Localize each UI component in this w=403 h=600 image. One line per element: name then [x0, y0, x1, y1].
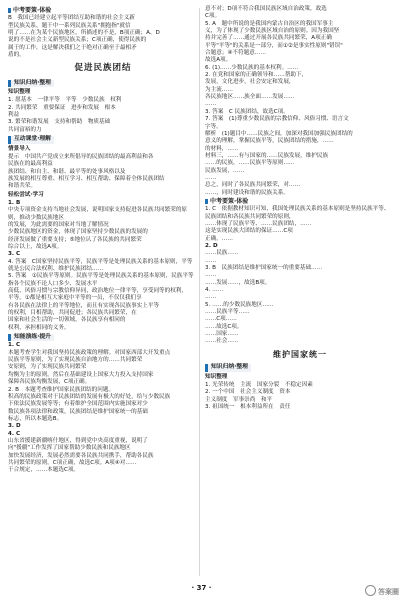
text-line: 下依法民族发展等等；有着维护全国范围内实施国家对少 [8, 401, 148, 408]
text-line: 意不对；D项不符合我国民族区域自治政策，故选 [205, 6, 327, 12]
text-line: 本题考查学生对我国坚持民族政策的理解。对国家西部大开发重点 [8, 349, 171, 356]
text-line: 说的不是社会主义新型民族关系；C项正确，使得民族的 [8, 37, 147, 44]
knowledge-item: 利益 [8, 112, 20, 119]
text-line: ……，同时建设和谐的民族关系。 [205, 189, 289, 196]
knowledge-item: 2. 共同繁荣 重要保证 进步和发展 根本 [8, 104, 116, 111]
text-line: 这是实现民族大团结的保证……C项 [205, 228, 293, 235]
answer: 1. B [8, 199, 21, 206]
text-line: 故选A项。 [205, 57, 232, 64]
text-line: 积高的民族政策对于民族团结的发展有极大的好处，给与少数民族 [8, 393, 171, 400]
heading: 知识整理 [8, 89, 31, 96]
text-line: ……故选C项。 [205, 323, 243, 330]
text-line: 少数民族地区的资金，体现了国家坚持少数民族的发展的 [8, 229, 148, 236]
text-line: 正确。…… [205, 235, 233, 242]
heading: 轻松尝试·学习 [8, 191, 44, 198]
text-line: 族团结、和自主、和谐、最平等的处事风格以及 [8, 168, 126, 175]
heading: 知识整理 [205, 373, 228, 380]
text-line: 向"援疆"工作发挥了国家帮助少数民族和民族地区 [8, 445, 131, 452]
text-line: 均衡为主的原则，然后在基础建设上国家大力投入支持国家 [8, 371, 154, 378]
knowledge-item: 1. 愿基本 一律平等 平等 少数民族 权利 [8, 97, 122, 104]
text-line: 发展，文化进步，社会安定和发展， [205, 79, 295, 86]
text-line: 标志，所以本题选B。 [8, 415, 63, 422]
text-line: ……体现了民族平等、……民族团结，…… [205, 220, 312, 227]
answer: 4. …… [205, 287, 224, 294]
watermark-logo-icon [365, 585, 376, 596]
section-tag: 中考要策·体验 [8, 7, 198, 14]
text-line: 合题意；④不符题意…… [205, 50, 266, 57]
text-line: 山东省援建新疆喀什地区，得到党中央高度重视，说明了 [8, 437, 148, 444]
text-line: 明了……在为某个民族地区，所描述的不是，B项正确；A、D [8, 30, 160, 37]
text-line: 干合规定，……本题选C项。 [8, 467, 80, 474]
text-line: 民族平等原则，为了实现民族自治地方的……共同繁荣 [8, 357, 143, 364]
answer: 5. A 题中所说的是我国内蒙古自治区的我国军事主 [205, 20, 334, 27]
text-line: 国家和社会生活的一切领域，各民族享有相同的 [8, 317, 126, 324]
knowledge-item: 2. 一个中国 社会主义制度 资本 [205, 389, 291, 396]
text-line: …… [205, 101, 217, 108]
text-line: ……发展……，故选B项。 [205, 279, 271, 286]
answer: 7. 答案 (1)尊重少数民族的宗教信仰、风俗习惯、语言文 [205, 116, 349, 123]
answer: 4. C [8, 430, 21, 437]
text-line: 提示 中国共产党成立来所倡导的民族团结的最高利益和各 [8, 153, 154, 160]
subsection-tag: 知能演练·提升 [8, 334, 54, 341]
text-line: ……国家…… [205, 331, 239, 338]
text-line: 有各民族在法律上的平等地位，而且有实现各民族事实上平等 [8, 302, 160, 309]
text-line: 的发展，为此需要的国家对当地了解情况 [8, 221, 109, 228]
text-line: ……C项…… [205, 316, 237, 323]
text-line: 民族发展，…… [205, 167, 245, 174]
text-line: 加快发展经济，发展必然需要各民族共同携手，帮助各民族 [8, 452, 154, 459]
answer: 6. (1)……少数民族的基本权利。…… [205, 64, 299, 71]
text-line: B 我国已经建立起平等团结互助和谐的社会主义新 [8, 15, 135, 22]
watermark [365, 585, 399, 597]
column-divider [199, 8, 200, 576]
text-line: …… [205, 272, 217, 279]
text-line: 共同繁荣的原则，C项正确，故选C项。A项④对…… [8, 459, 137, 466]
answer: 4. 答案 C国家坚持民族平等，民族平等是处理民族关系的基本原则，平等就是公民合法权利、维护民族团结…… [8, 258, 193, 272]
text-line: 经济发展做了重要支持；⑤地位认了各民族的共同繁荣 [8, 236, 142, 243]
knowledge-item: 3. 祖国统一 根本利益所在 责任 [205, 403, 291, 410]
text-line: 民族在的最高利益 [8, 161, 53, 168]
text-line: 型民族关系，题干中一系列民族关系"拥抱指"就信 [8, 22, 131, 29]
heading: 情景导入 [8, 145, 31, 152]
knowledge-item: 共同富裕的力 [8, 126, 42, 133]
text-line: ……的民族，……民族平等原则…… [205, 160, 295, 167]
text-line: 综合以上，故选A项。 [8, 243, 63, 250]
text-line: ……民族平等…… [205, 309, 250, 316]
section-title: 维护国家统一 [273, 349, 327, 359]
analysis: 解析 (1)题目中……民族之间，加深对我国加强民族团结的 [205, 130, 353, 137]
text-line: 平等"平等"的关系是一部分，而①②是事实性原则"错误" [205, 42, 343, 49]
text-line: 高低，风俗习惯与宗教信仰异同，政治地位一律平等，享受同等的权利， [8, 288, 188, 295]
text-line: ……民族…… [205, 250, 239, 257]
text-line: 为主流…… [205, 86, 233, 93]
answer: 5. ……的少数民族地区…… [205, 301, 274, 308]
knowledge-item: 3. 繁荣和谐发展 支持和帮助 物质基础 [8, 119, 111, 126]
text-line: …… [205, 294, 217, 301]
text-line: C项。 [205, 13, 221, 20]
answer: 1. C 依据教材知识可知，我国处理民族关系的基本原则是坚持民族平等、民族团结和各民族共同繁荣的原则， [205, 206, 390, 220]
answer: 3. D [8, 423, 21, 430]
text-line: …… [205, 174, 217, 181]
text-line: 持并完善了……通过开展各民族共同繁荣，A项正确 [205, 35, 332, 42]
answer: 2. D [205, 243, 218, 249]
subsection-tag: 知识归纳·整理 [8, 80, 54, 87]
text-line: 字等。 [205, 123, 222, 130]
text-line: 意义的理解，掌握民族平等，民族团结的措施，…… [205, 138, 334, 145]
answer: 5. 答案 ①民族平等原则。民族平等是处理民族关系的基本原则，民族平等指各个民族不论人口多少、发展水平 [8, 273, 194, 287]
text-line: 平等。①都是相互大家庭中平等的一员，不仅仅我们享 [8, 295, 142, 302]
text-line: 保障各民族均衡发展，C项正确。 [8, 379, 91, 386]
subsection-tag: 知识归纳·整理 [205, 364, 251, 371]
knowledge-item: 主义制度 军事崇尚 和平 [205, 396, 273, 403]
subsection-tag: 互动课堂·理解 [8, 136, 54, 143]
text-line: 材料三，……有与国家的……民族发展，维护民族 [205, 152, 329, 159]
text-line: 数民族各项法律和政策，民族团结是维护国家统一的基础 [8, 408, 148, 415]
answer: 2. B 本题考查维护国家民族团结的问题。 [8, 386, 115, 393]
text-line: 盾的。 [8, 52, 25, 59]
text-line: 义，为了体现了少数民族区域自治的原则。因为我国坚 [205, 28, 340, 35]
knowledge-item: 1. 光荣传统 主流 国家分裂 不稳定因素 [205, 381, 313, 388]
text-line: 的材料，…… [205, 145, 239, 152]
text-line: 中央专项资金支持当地社会发展，说明国家支持促进各民族共同繁荣的原则，推动少数民族地区 [8, 207, 188, 221]
text-line: 2. 在党和国家的正确领导和……帮助下， [205, 72, 308, 79]
text-line: 和谐共荣。 [8, 183, 36, 190]
watermark-text: 答案圈 [378, 588, 399, 596]
answer: 1. C [8, 342, 21, 349]
answer: 3. B 民族团结是维护国家统一的重要基础…… [205, 265, 323, 272]
text-line: 权利，承担相同的义务。 [8, 324, 70, 331]
answer: 3. 答案 C 民族团结，故选C项。 [205, 108, 289, 115]
answer: 3. C [8, 251, 21, 258]
section-title: 促进民族团结 [74, 63, 132, 74]
text-line: 各民族地区……族全面……发展…… [205, 94, 295, 101]
left-column [8, 6, 198, 475]
text-line: 族发展的相互尊重、相互学习、相互帮助、保障着全体民族团结 [8, 175, 165, 182]
text-line: ……社会…… [205, 338, 239, 345]
right-column [205, 6, 395, 411]
page-number: · 37 · [191, 584, 212, 592]
text-line: …… [205, 257, 217, 264]
section-tag: 中考要策·体验 [205, 198, 395, 205]
text-line: 的权利，目相帮助，共同促进；各民族共同繁荣，在 [8, 310, 137, 317]
text-line: 安原则，为了实现民族共同繁荣 [8, 364, 87, 371]
text-line: 总之，同时了各民族共同繁荣，对…… [205, 182, 301, 189]
text-line: 属于的工作，这是解决我们之于绝对正确至于最相矛 [8, 44, 137, 51]
